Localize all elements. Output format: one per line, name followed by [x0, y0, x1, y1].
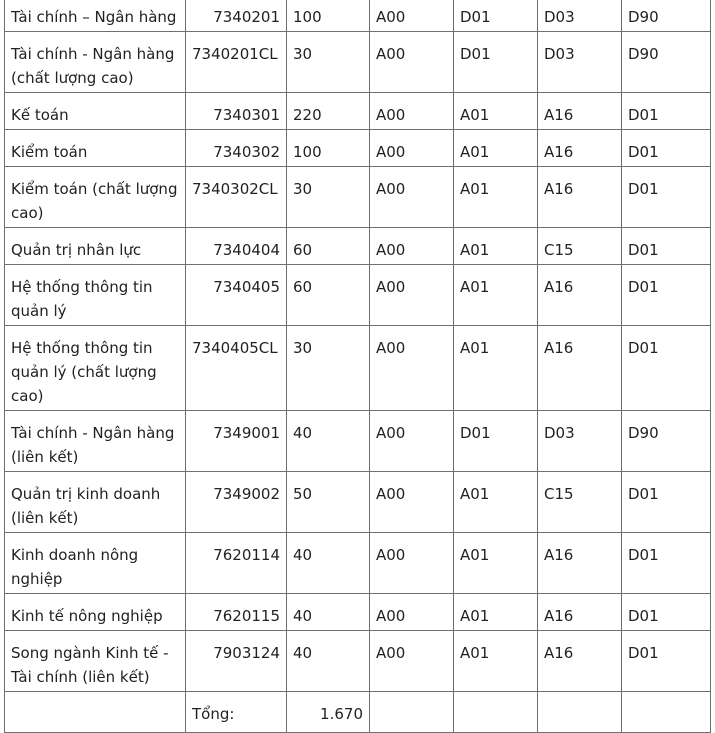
- subject-group-2: A01: [454, 130, 538, 167]
- subject-group-2: A01: [454, 594, 538, 631]
- empty-cell: [538, 692, 622, 733]
- quota: 40: [287, 594, 370, 631]
- quota: 30: [287, 326, 370, 411]
- subject-group-4: D90: [622, 0, 711, 32]
- quota: 30: [287, 32, 370, 93]
- table-row: [5, 130, 711, 167]
- admissions-table: [4, 0, 711, 733]
- subject-group-4: D01: [622, 594, 711, 631]
- quota: 30: [287, 167, 370, 228]
- table-row: [5, 167, 711, 228]
- table-row: [5, 594, 711, 631]
- quota: 100: [287, 0, 370, 32]
- major-code: 7903124: [186, 631, 287, 692]
- major-code: 7349001: [186, 411, 287, 472]
- subject-group-2: D01: [454, 0, 538, 32]
- subject-group-2: A01: [454, 265, 538, 326]
- subject-group-3: A16: [538, 130, 622, 167]
- subject-group-2: A01: [454, 472, 538, 533]
- subject-group-1: A00: [370, 32, 454, 93]
- major-name: Kiểm toán (chất lượng cao): [5, 167, 186, 228]
- subject-group-3: C15: [538, 228, 622, 265]
- major-name: Kế toán: [5, 93, 186, 130]
- subject-group-1: A00: [370, 631, 454, 692]
- subject-group-2: A01: [454, 326, 538, 411]
- subject-group-3: A16: [538, 265, 622, 326]
- subject-group-1: A00: [370, 594, 454, 631]
- table-row: [5, 0, 711, 32]
- subject-group-4: D01: [622, 533, 711, 594]
- subject-group-4: D01: [622, 130, 711, 167]
- empty-cell: [5, 692, 186, 733]
- major-name: Quản trị nhân lực: [5, 228, 186, 265]
- empty-cell: [454, 692, 538, 733]
- subject-group-3: A16: [538, 326, 622, 411]
- quota: 60: [287, 228, 370, 265]
- table-row: [5, 326, 711, 411]
- subject-group-4: D01: [622, 326, 711, 411]
- subject-group-2: A01: [454, 93, 538, 130]
- major-name: Hệ thống thông tin quản lý: [5, 265, 186, 326]
- subject-group-1: A00: [370, 533, 454, 594]
- major-code: 7620114: [186, 533, 287, 594]
- subject-group-3: D03: [538, 32, 622, 93]
- table-row: [5, 472, 711, 533]
- quota: 50: [287, 472, 370, 533]
- subject-group-4: D90: [622, 32, 711, 93]
- subject-group-4: D01: [622, 93, 711, 130]
- subject-group-1: A00: [370, 411, 454, 472]
- major-code: 7340201CL: [186, 32, 287, 93]
- quota: 40: [287, 533, 370, 594]
- major-name: Tài chính - Ngân hàng (liên kết): [5, 411, 186, 472]
- major-code: 7340405CL: [186, 326, 287, 411]
- major-code: 7340302: [186, 130, 287, 167]
- table-row: [5, 411, 711, 472]
- quota: 220: [287, 93, 370, 130]
- major-code: 7340301: [186, 93, 287, 130]
- table-row: [5, 32, 711, 93]
- major-name: Tài chính - Ngân hàng (chất lượng cao): [5, 32, 186, 93]
- subject-group-4: D01: [622, 228, 711, 265]
- major-name: Quản trị kinh doanh (liên kết): [5, 472, 186, 533]
- subject-group-3: A16: [538, 93, 622, 130]
- subject-group-4: D01: [622, 472, 711, 533]
- total-row: [5, 692, 711, 733]
- quota: 100: [287, 130, 370, 167]
- subject-group-4: D90: [622, 411, 711, 472]
- major-name: Hệ thống thông tin quản lý (chất lượng cao): [5, 326, 186, 411]
- subject-group-1: A00: [370, 130, 454, 167]
- subject-group-3: A16: [538, 594, 622, 631]
- major-name: Kiểm toán: [5, 130, 186, 167]
- subject-group-2: A01: [454, 228, 538, 265]
- subject-group-2: A01: [454, 631, 538, 692]
- subject-group-2: D01: [454, 411, 538, 472]
- subject-group-1: A00: [370, 265, 454, 326]
- subject-group-4: D01: [622, 265, 711, 326]
- table-row: [5, 265, 711, 326]
- subject-group-1: A00: [370, 167, 454, 228]
- subject-group-1: A00: [370, 472, 454, 533]
- major-code: 7349002: [186, 472, 287, 533]
- empty-cell: [370, 692, 454, 733]
- total-label: Tổng:: [186, 692, 287, 733]
- quota: 40: [287, 631, 370, 692]
- subject-group-3: C15: [538, 472, 622, 533]
- total-value: 1.670: [287, 692, 370, 733]
- major-code: 7340404: [186, 228, 287, 265]
- major-code: 7620115: [186, 594, 287, 631]
- quota: 60: [287, 265, 370, 326]
- subject-group-4: D01: [622, 631, 711, 692]
- subject-group-1: A00: [370, 0, 454, 32]
- table-row: [5, 533, 711, 594]
- subject-group-3: D03: [538, 411, 622, 472]
- subject-group-2: A01: [454, 167, 538, 228]
- subject-group-2: A01: [454, 533, 538, 594]
- quota: 40: [287, 411, 370, 472]
- subject-group-3: A16: [538, 167, 622, 228]
- major-code: 7340201: [186, 0, 287, 32]
- subject-group-3: A16: [538, 533, 622, 594]
- subject-group-3: D03: [538, 0, 622, 32]
- major-name: Song ngành Kinh tế - Tài chính (liên kết): [5, 631, 186, 692]
- table-row: [5, 228, 711, 265]
- subject-group-3: A16: [538, 631, 622, 692]
- subject-group-4: D01: [622, 167, 711, 228]
- table-row: [5, 631, 711, 692]
- major-code: 7340302CL: [186, 167, 287, 228]
- major-name: Tài chính – Ngân hàng: [5, 0, 186, 32]
- table-row: [5, 93, 711, 130]
- subject-group-1: A00: [370, 326, 454, 411]
- subject-group-2: D01: [454, 32, 538, 93]
- major-name: Kinh doanh nông nghiệp: [5, 533, 186, 594]
- empty-cell: [622, 692, 711, 733]
- major-name: Kinh tế nông nghiệp: [5, 594, 186, 631]
- subject-group-1: A00: [370, 93, 454, 130]
- major-code: 7340405: [186, 265, 287, 326]
- subject-group-1: A00: [370, 228, 454, 265]
